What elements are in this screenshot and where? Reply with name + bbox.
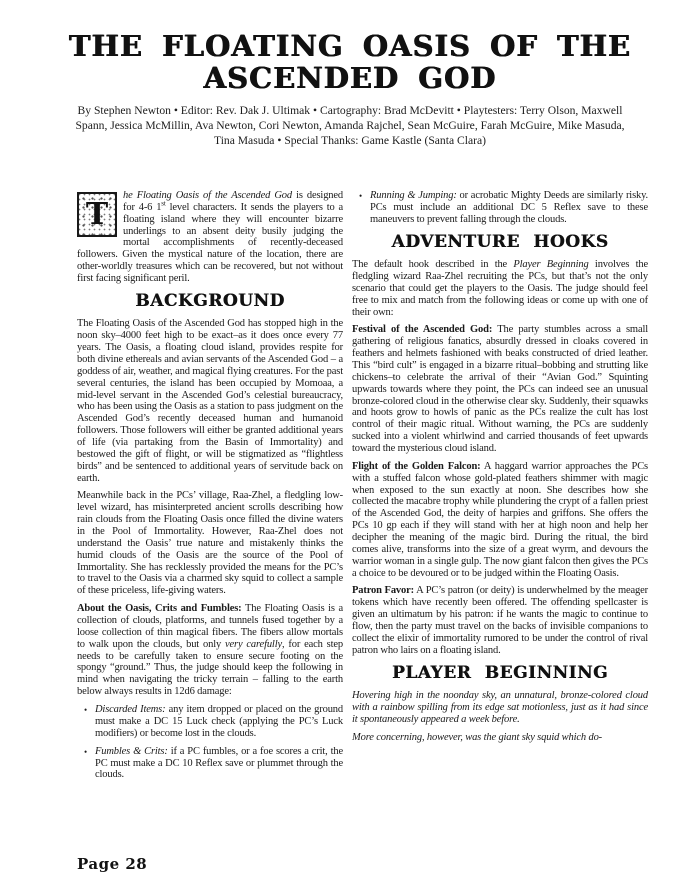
text-segment: Flight of the Golden Falcon: <box>352 460 481 472</box>
text-segment: Festival of the Ascended God: <box>352 324 493 336</box>
text-segment: The Floating Oasis of the Ascended God has stopped high in the noon sky–4000 feet high to be exact–as it does once every 77 years. The Oasis, a floating cloud island, provides respite for both divine ethereals and avian servants of the Ascended God – a goddess of air, weather, and magical flying creatures. For the past several centuries, the island has been occupied by Momoaa, a mid-level servant in the Ascended God’s celestial bureaucracy, who has been using the Oasis as a station to pass judgment on the Ascended God’s recently deceased human and humanoid followers. Those followers will either be granted additional years of life (via partaking from the Basin of Immortality) and bestowed the gift of flight, or will be stigmatized as “flightless birds” and be sentenced to additional years of servitude back on earth. <box>77 318 343 484</box>
text-segment: More concerning, however, was the giant sky squid which do- <box>352 731 603 743</box>
text-segment: A haggard warrior approaches the PCs with a stuffed falcon whose gold-plated feathers shimmer with magic when exposed to the sun exactly at noon. She describes how she collected the macabre trophy while plundering the crypt of a fallen priest of the Ascended God, the deity of harpies and griffons. She offers the PCs 10 gp each if they will stand with her at high noon and help her decipher the meaning of the magic bird. During the ritual, the bird comes alive, transforms into the size of a great wyrm, and devours the warrior woman in a single gulp. The now giant falcon then gives the PCs a choice to be devoured or to be judged within the Floating Oasis. <box>352 460 648 579</box>
text-segment: or acrobatic Mighty Deeds are similarly risky. PCs must include an additional DC 5 Reflex save to these maneuvers to prevent falling through the clouds. <box>370 190 648 225</box>
text-segment: is designed for 4-6 1 <box>123 190 344 213</box>
bullet-marker: • <box>359 191 363 201</box>
text-segment: Hovering high in the noonday sky, an unnatural, bronze-colored cloud with a rainbow spilling from its edge sat motionless, just as it had since it spontaneously appeared a week before. <box>352 690 648 725</box>
bullet-text <box>95 746 343 782</box>
paragraph <box>77 318 343 484</box>
text-segment: very carefully <box>225 638 282 650</box>
document-page <box>0 30 700 885</box>
section-heading: BACKGROUND <box>135 290 285 311</box>
text-segment: Fumbles & Crits: <box>95 745 168 757</box>
text-segment: if a PC fumbles, or a foe scores a crit, the PC must make a DC 10 Reflex save or plummet through the clouds. <box>95 745 344 781</box>
page-number: Page 28 <box>77 855 148 873</box>
text-segment-superscript: st <box>161 199 166 208</box>
text-segment: any item dropped or placed on the ground must make a DC 15 Luck check (applying the PC’s Luck modifiers) or become lost in the clouds. <box>95 704 343 739</box>
bullet-item <box>77 704 343 740</box>
section-heading: PLAYER BEGINNING <box>391 662 609 683</box>
page-title-line-1: THE FLOATING OASIS OF THE <box>68 29 632 63</box>
section-heading: ADVENTURE HOOKS <box>391 231 609 252</box>
drop-cap-ornament: T <box>77 192 117 237</box>
text-segment: The Floating Oasis is a collection of clouds, platforms, and tunnels fused together by a loose collection of thin magical fibers. The fibers allow mortals to walk upon the clouds, but only <box>77 603 343 650</box>
text-segment: Running & Jumping: <box>370 190 457 201</box>
text-segment: level characters. It sends the players to a floating island where they will encounter bizarre underlings to an absent deity busily judging the mortal accomplishments of recently-deceased followers. Given the mystical nature of the location, there are other-worldly treasures which can be recovered, but not without first facing significant peril. <box>77 201 343 285</box>
right-column <box>352 190 648 787</box>
two-column-body <box>77 190 648 787</box>
paragraph <box>352 732 648 744</box>
paragraph <box>352 461 648 580</box>
text-segment: About the Oasis, Crits and Fumbles: <box>77 603 242 615</box>
text-segment: The party stumbles across a small gathering of religious fanatics, absurdly dressed in cloaks covered in feathers and helmets fashioned with beaks constructed of dried leather. This “bird cult” is engaged in a bizarre ritual–bobbing and strutting like chickens–to celebrate the arrival of their “Avian God.” Squinting upwards towards where they point, the PCs can indeed see an unusual bronze-colored cloud in the otherwise clear sky. Suddenly, their squawks and hoots grow to howls of panic as the PCs realize the cult has lost control of their magic ritual. Without warning, the PCs are suddenly sucked into a violent whirlwind and carried thousands of feet upwards toward the mysterious cloud island. <box>352 324 648 455</box>
intro-paragraph <box>77 190 343 285</box>
bullet-text <box>95 704 343 740</box>
paragraph <box>352 259 648 318</box>
bullet-item <box>352 190 648 226</box>
left-column <box>77 190 343 787</box>
bullet-marker: • <box>84 746 88 757</box>
page-title <box>0 30 700 95</box>
text-segment: Player Beginning <box>513 259 589 271</box>
text-segment: The default hook described in the <box>352 259 514 271</box>
bullet-item <box>77 746 343 782</box>
bullet-text <box>370 190 648 226</box>
byline: By Stephen Newton • Editor: Rev. Dak J. Ultimak • Cartography: Brad McDevitt • Playtesters: Terry Olson, Maxwell Spann, Jessica McMillin, Ava Newton, Cori Newton, Amanda Rajchel, Sean McGuire, Farah McGuire, Mike Masuda, Tina Masuda • Special Thanks: Game Kastle (Santa Clara) <box>75 103 625 148</box>
paragraph <box>77 490 343 597</box>
paragraph <box>352 324 648 454</box>
paragraph <box>77 603 343 698</box>
bullet-marker: • <box>84 705 88 716</box>
paragraph <box>352 690 648 726</box>
text-segment: Discarded Items: <box>95 704 166 716</box>
text-segment: involves the fledgling wizard Raa-Zhel recruiting the PCs, but that’s not the only scenario that could get the players to the Oasis. The judge should feel free to mix and match from the following ideas or come up with one of their own: <box>352 259 648 318</box>
text-segment: he Floating Oasis of the Ascended God <box>123 190 292 201</box>
paragraph <box>352 585 648 656</box>
text-segment: , for each step needs to be carefully taken to ensure secure footing on the spongy “ground.” Thus, the judge should keep the following in mind when navigating the tricky terrain – falling to the earth below always results in 12d6 damage: <box>77 638 343 698</box>
page-title-line-2: ASCENDED GOD <box>203 61 497 96</box>
text-segment: Meanwhile back in the PCs’ village, Raa-Zhel, a fledgling low-level wizard, has misinterpreted ancient scrolls describing how rain clouds from the Floating Oasis once filled the divine waters in the Pool of Immortality. However, Raa-Zhel does not understand the Oasis’ true nature and mistakenly thinks the humid clouds of the Oasis are the source of the Pool of Immortality. She has recklessly provided the means for the PC’s to travel to the Oasis via a charmed sky squid to collect a sample of these priceless, life-giving waters. <box>77 490 343 597</box>
text-segment: Patron Favor: <box>352 585 414 597</box>
text-segment: A PC’s patron (or deity) is underwhelmed by the meager tokens which have recently been offered. The offending spellcaster is given an ultimatum by his patron: if he wants the magic to continue to flow, then the party must travel on the backs of invisible companions to collect the elixir of immortality rumored to be under the control of rival patron who lairs on a floating island. <box>352 585 649 656</box>
